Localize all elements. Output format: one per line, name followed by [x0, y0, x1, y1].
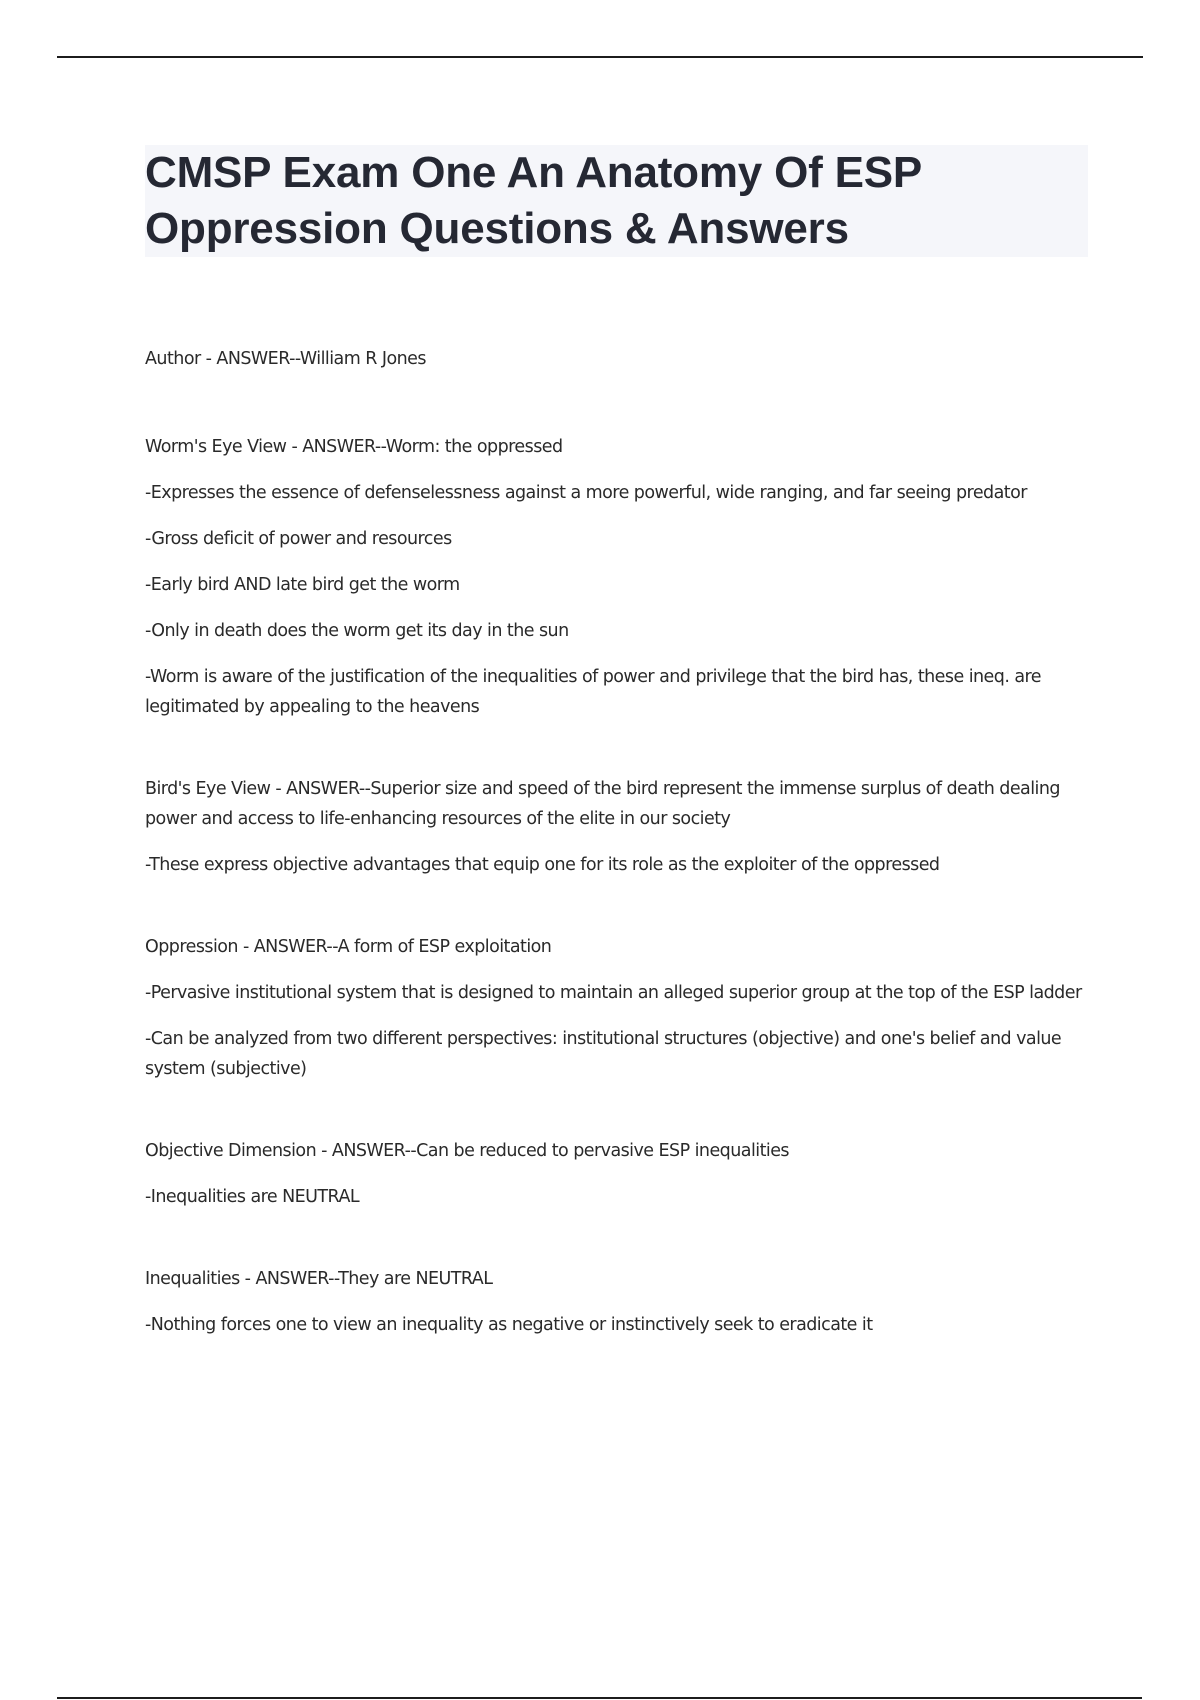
qa-content: [145, 344, 1095, 1400]
answer-text: Oppression - ANSWER--A form of ESP exploitation: [145, 937, 552, 957]
top-rule: [57, 56, 1143, 58]
qa-entry-objective-dimension: [145, 1136, 1095, 1212]
note-text: -Only in death does the worm get its day in the sun: [145, 621, 569, 641]
answer-text: Inequalities - ANSWER--They are NEUTRAL: [145, 1269, 493, 1289]
page-title: [145, 145, 1088, 257]
qa-entry-inequalities: [145, 1264, 1095, 1340]
bottom-rule: [57, 1697, 1142, 1699]
qa-entry-author: [145, 344, 1095, 374]
note-text: -Expresses the essence of defenselessness against a more powerful, wide ranging, and far seeing predator: [145, 483, 1027, 503]
qa-entry-oppression: [145, 932, 1095, 1084]
answer-text: Objective Dimension - ANSWER--Can be reduced to pervasive ESP inequalities: [145, 1141, 789, 1161]
note-text: -Worm is aware of the justification of the inequalities of power and privilege that the bird has, these ineq. are legitimated by appealing to the heavens: [145, 667, 1042, 717]
note-text: -Inequalities are NEUTRAL: [145, 1187, 360, 1207]
note-text: -Can be analyzed from two different perspectives: institutional structures (objective) and one's belief and value system (subjective): [145, 1029, 1062, 1079]
title-line-2: Oppression Questions & Answers: [145, 204, 849, 253]
title-box: [145, 145, 1088, 257]
qa-entry-birds-eye-view: [145, 774, 1095, 880]
answer-text: Bird's Eye View - ANSWER--Superior size and speed of the bird represent the immense surplus of death dealing power and access to life-enhancing resources of the elite in our society: [145, 779, 1060, 829]
note-text: -Early bird AND late bird get the worm: [145, 575, 460, 595]
answer-text: Author - ANSWER--William R Jones: [145, 349, 426, 369]
note-text: -These express objective advantages that equip one for its role as the exploiter of the oppressed: [145, 855, 940, 875]
answer-text: Worm's Eye View - ANSWER--Worm: the oppressed: [145, 437, 563, 457]
qa-entry-worms-eye-view: [145, 432, 1095, 722]
title-line-1: CMSP Exam One An Anatomy Of ESP: [145, 148, 923, 197]
note-text: -Pervasive institutional system that is designed to maintain an alleged superior group at the top of the ESP ladder: [145, 983, 1082, 1003]
note-text: -Gross deficit of power and resources: [145, 529, 452, 549]
note-text: -Nothing forces one to view an inequality as negative or instinctively seek to eradicate it: [145, 1315, 873, 1335]
